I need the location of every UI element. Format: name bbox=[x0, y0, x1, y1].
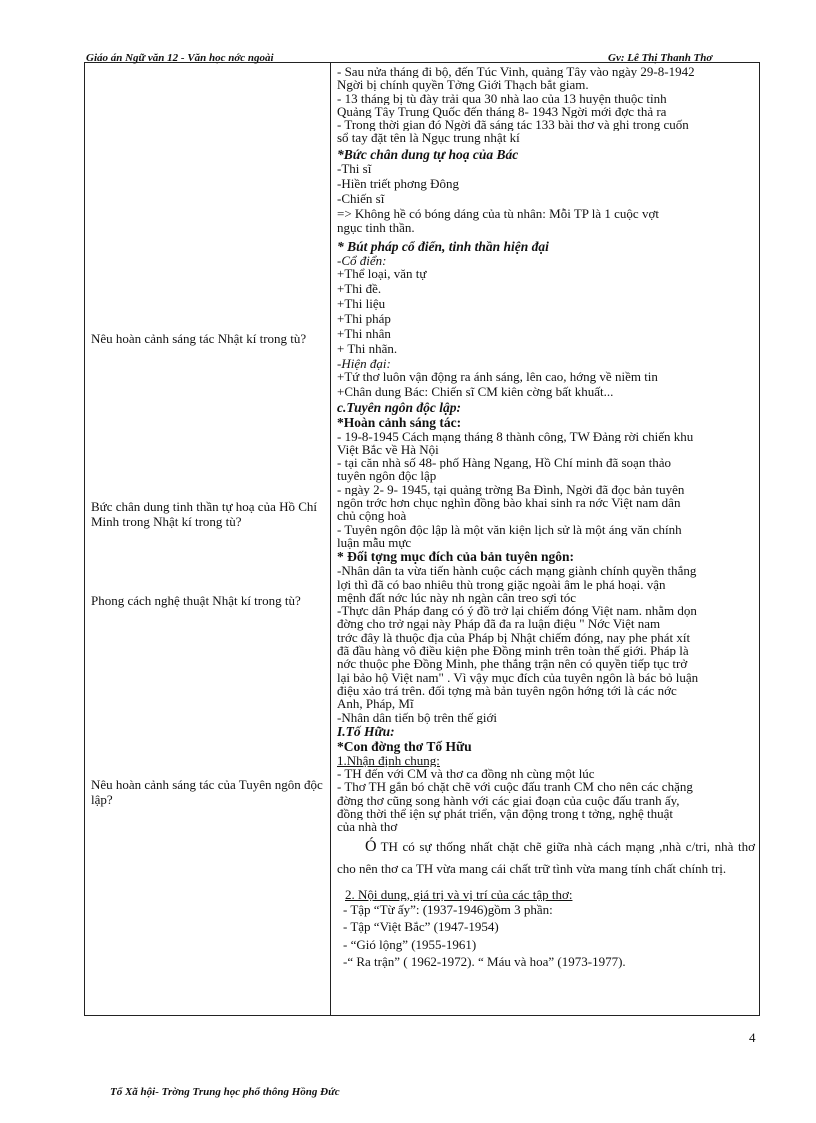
answer-column bbox=[337, 65, 755, 971]
text-line: lại bảo hộ Việt nam" . Vì vậy mục đích của tuyên ngôn là bác bỏ luận bbox=[337, 670, 699, 684]
text-line: - Trong thời gian đó Ngời đã sáng tác 133 bài thơ và ghi trong cuốn bbox=[337, 118, 689, 132]
to-huu-heading: *Con đờng thơ Tố Hữu bbox=[337, 738, 472, 754]
footer-school: Tổ Xã hội- Trờng Trung học phổ thông Hồng Đức bbox=[110, 1086, 340, 1098]
portrait-item: -Chiến sĩ bbox=[337, 191, 385, 206]
text-line: - 19-8-1945 Cách mạng tháng 8 thành công, TW Đảng rời chiến khu bbox=[337, 429, 694, 443]
portrait-heading: *Bức chân dung tự hoạ của Bác bbox=[337, 146, 519, 162]
purpose-heading: * Đối tợng mục đích của bản tuyên ngôn: bbox=[337, 549, 575, 565]
modern-label: -Hiện đại: bbox=[337, 355, 391, 371]
question-3: Phong cách nghệ thuật Nhật kí trong tù? bbox=[91, 593, 301, 608]
to-huu-block bbox=[337, 724, 755, 971]
text-line: mệnh đất nớc lúc này nh ngàn cân treo sợi tóc bbox=[337, 590, 577, 605]
context-heading: *Hoàn cảnh sáng tác: bbox=[337, 414, 462, 430]
text-line: - TH đến với CM và thơ ca đồng nh cùng một lúc bbox=[337, 767, 595, 781]
intro-block bbox=[337, 65, 755, 145]
style-block bbox=[337, 239, 755, 399]
column-divider bbox=[330, 63, 331, 1015]
portrait-item: -Thi sĩ bbox=[337, 161, 372, 176]
text-line: lợi thì đã có bao nhiêu thù trong giặc ngoài âm le phá hoại. vận bbox=[337, 577, 666, 591]
text-line: - tại căn nhà số 48- phố Hàng Ngang, Hồ Chí minh đã soạn thảo bbox=[337, 456, 671, 470]
text-line: nớc thuộc phe Đồng Minh, phe thắng trận nên có quyền tiếp tục trở bbox=[337, 657, 688, 671]
to-huu-title: I.Tố Hữu: bbox=[337, 723, 395, 739]
classical-item: +Thi liệu bbox=[337, 297, 386, 312]
classical-item: +Thi nhân bbox=[337, 326, 391, 341]
text-line: đờng cho trở ngại này Pháp đã đa ra luận điệu " Nớc Việt nam bbox=[337, 617, 661, 631]
question-2: Bức chân dung tinh thần tự hoạ của Hồ Chí Minh trong Nhật kí trong tù? bbox=[91, 499, 318, 529]
question-1: Nêu hoàn cảnh sáng tác Nhật kí trong tù? bbox=[91, 331, 307, 346]
modern-item: +Tứ thơ luôn vận động ra ánh sáng, lên cao, hớng về niềm tin bbox=[337, 369, 658, 384]
collection-item: - “Gió lộng” (1955-1961) bbox=[343, 936, 477, 952]
summary-text: TH có sự thống nhất chặt chẽ giữa nhà cách mạng ,nhà c/tri, nhà thơ cho nên thơ ca TH vừa mang cái chất trữ tình vừa mang tính chất chính trị. bbox=[337, 838, 755, 876]
portrait-conclusion: => Không hề có bóng dáng của tù nhân: Mỗi TP là 1 cuộc vợt bbox=[337, 206, 659, 221]
classical-label: -Cổ điển: bbox=[337, 253, 387, 269]
text-line: Quảng Tây Trung Quốc đến tháng 8- 1943 Ngời mới đợc thả ra bbox=[337, 104, 667, 119]
classical-item: +Thể loại, văn tự bbox=[337, 267, 427, 282]
collection-item: -“ Ra trận” ( 1962-1972). “ Máu và hoa” (1973-1977). bbox=[343, 954, 626, 970]
text-line: Ngời bị chính quyền Tởng Giới Thạch bắt giam. bbox=[337, 78, 589, 92]
header-author: Gv: Lê Thị Thanh Thơ bbox=[608, 52, 713, 64]
collection-item: - Tập “Từ ấy”: (1937-1946)gồm 3 phần: bbox=[343, 901, 553, 917]
text-line: đã đầu hàng vô điều kiện phe Đồng minh trên toàn thế giới. Pháp là bbox=[337, 644, 689, 658]
text-line: đồng thời thể iện sự phát triển, vận động trong t tởng, nghệ thuật bbox=[337, 806, 673, 821]
portrait-block bbox=[337, 147, 755, 237]
classical-item: +Thi pháp bbox=[337, 312, 391, 327]
text-line: luận mẫu mực bbox=[337, 535, 412, 550]
collections-heading: 2. Nội dung, giá trị và vị trí của các tập thơ: bbox=[345, 887, 573, 901]
classical-item: + Thi nhãn. bbox=[337, 341, 398, 356]
general-remark-heading: 1.Nhận định chung: bbox=[337, 753, 440, 768]
collection-item: - Tập “Việt Bắc” (1947-1954) bbox=[343, 919, 499, 935]
text-line: đờng thơ cũng song hành với các giai đoạn của cuộc đấu tranh ấy, bbox=[337, 793, 680, 807]
text-line: - Sau nửa tháng đi bộ, đến Túc Vinh, quảng Tây vào ngày 29-8-1942 bbox=[337, 65, 695, 79]
text-line: - 13 tháng bị tù đày trải qua 30 nhà lao của 13 huyện thuộc tỉnh bbox=[337, 91, 667, 105]
page-number: 4 bbox=[749, 1030, 756, 1045]
modern-item: +Chân dung Bác: Chiến sĩ CM kiên cờng bất khuất... bbox=[337, 384, 614, 399]
text-line: - Tuyên ngôn độc lập là một văn kiện lịch sử là một áng văn chính bbox=[337, 522, 682, 536]
text-line: -Nhân dân tiến bộ trên thế giới bbox=[337, 710, 497, 724]
text-line: chủ cộng hoà bbox=[337, 509, 407, 523]
question-4: Nêu hoàn cảnh sáng tác của Tuyên ngôn độc lập? bbox=[91, 777, 323, 807]
text-line: Anh, Pháp, Mĩ bbox=[337, 697, 414, 711]
text-line: Việt Bắc về Hà Nội bbox=[337, 442, 439, 457]
classical-item: +Thi đề. bbox=[337, 282, 382, 297]
text-line: - Thơ TH gắn bó chặt chẽ với cuộc đấu tranh CM cho nên các chặng bbox=[337, 780, 693, 794]
paragraph-symbol: Ó bbox=[365, 837, 377, 855]
header-subject: Giáo án Ngữ văn 12 - Văn học nớc ngoài bbox=[86, 52, 274, 64]
summary-paragraph bbox=[337, 836, 755, 880]
text-line: điệu xảo trá trên. đối tợng mà bản tuyên ngôn hớng tới là các nớc bbox=[337, 683, 677, 698]
text-line: -Thực dân Pháp đang có ý đồ trở lại chiếm đóng Việt nam. nhằm dọn bbox=[337, 604, 697, 618]
text-line: ngôn trớc hơn chục nghìn đồng bào khai sinh ra nớc Việt nam dân bbox=[337, 496, 681, 510]
declaration-block bbox=[337, 400, 755, 724]
portrait-conclusion: ngục tinh thần. bbox=[337, 221, 415, 236]
text-line: -Nhân dân ta vừa tiến hành cuộc cách mạng giành chính quyền thắng bbox=[337, 564, 697, 578]
portrait-item: -Hiền triết phơng Đông bbox=[337, 176, 460, 191]
style-heading: * Bút pháp cổ điển, tinh thần hiện đại bbox=[337, 239, 549, 255]
text-line: trớc đây là thuộc địa của Pháp bị Nhật chiếm đóng, nay phe phát xít bbox=[337, 630, 691, 645]
text-line: của nhà thơ bbox=[337, 820, 398, 834]
lesson-table bbox=[84, 62, 760, 1016]
text-line: sổ tay đặt tên là Ngục trung nhật kí bbox=[337, 131, 520, 145]
text-line: tuyên ngôn độc lập bbox=[337, 469, 437, 483]
declaration-title: c.Tuyên ngôn độc lập: bbox=[337, 399, 461, 415]
text-line: - ngày 2- 9- 1945, tại quảng trờng Ba Đình, Ngời đã đọc bản tuyên bbox=[337, 482, 685, 497]
